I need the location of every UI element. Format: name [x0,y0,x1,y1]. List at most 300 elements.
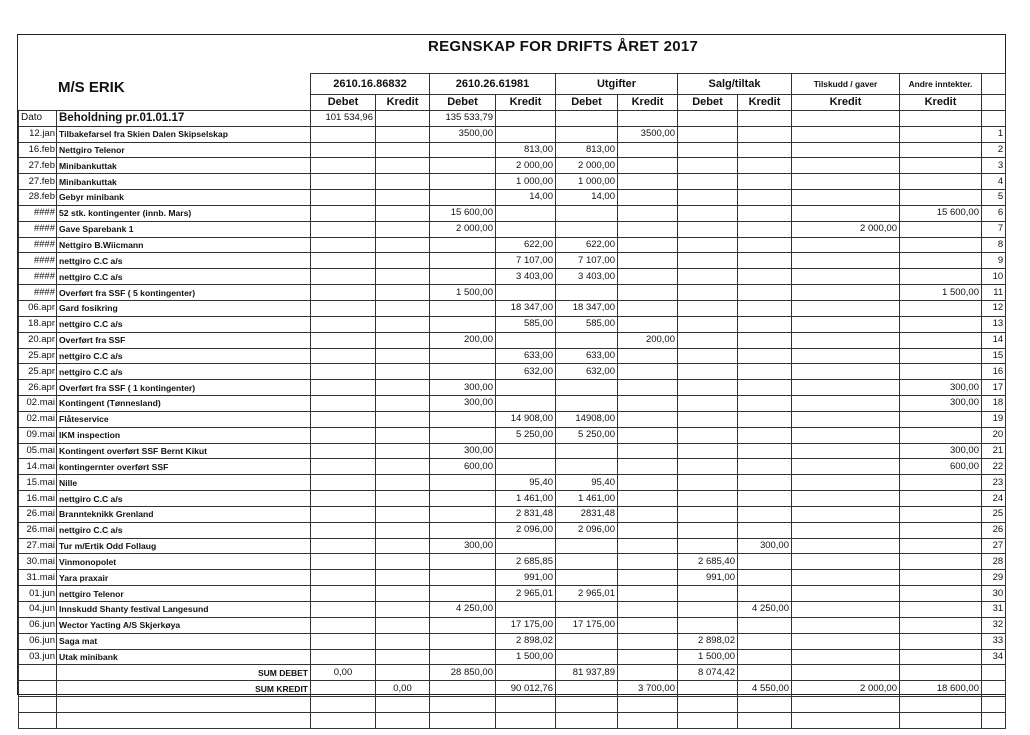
amount-cell: 632,00 [556,364,618,380]
amount-cell [738,348,792,364]
empty-cell [376,110,430,126]
amount-cell [376,602,430,618]
empty-cell [678,697,738,713]
amount-cell [496,380,556,396]
amount-cell [792,300,900,316]
row-date: #### [19,237,57,253]
amount-cell [376,332,430,348]
sum-cell: 3 700,00 [618,681,678,697]
row-date: 20.apr [19,332,57,348]
row-date: 06.jun [19,617,57,633]
amount-cell [618,205,678,221]
line-number: 15 [982,348,1006,364]
amount-cell: 2 898,02 [678,633,738,649]
amount-cell [738,427,792,443]
amount-cell [618,396,678,412]
amount-cell: 1 500,00 [430,285,496,301]
line-number: 17 [982,380,1006,396]
line-number: 31 [982,602,1006,618]
amount-cell [311,411,376,427]
amount-cell [678,459,738,475]
amount-cell [678,617,738,633]
ledger-row [19,205,1006,221]
row-date: #### [19,269,57,285]
amount-cell: 633,00 [496,348,556,364]
amount-cell [678,522,738,538]
amount-cell [618,586,678,602]
amount-cell [738,285,792,301]
amount-cell: 813,00 [556,142,618,158]
amount-cell [738,411,792,427]
row-description: nettgiro C.C a/s [57,348,311,364]
empty-row [19,712,1006,728]
amount-cell [311,205,376,221]
amount-cell: 95,40 [556,475,618,491]
ledger-row [19,380,1006,396]
amount-cell [376,554,430,570]
row-description: Gebyr minibank [57,190,311,206]
amount-cell [618,190,678,206]
amount-cell: 15 600,00 [900,205,982,221]
empty-cell [982,110,1006,126]
column-header: Kredit [738,95,792,111]
amount-cell [900,237,982,253]
empty-cell [738,697,792,713]
opening-label: Beholdning pr.01.01.17 [57,110,311,126]
amount-cell [618,221,678,237]
ledger-row [19,221,1006,237]
empty-cell [496,697,556,713]
line-number: 7 [982,221,1006,237]
row-date: 09.mai [19,427,57,443]
ledger-row [19,364,1006,380]
amount-cell: 7 107,00 [496,253,556,269]
amount-cell: 300,00 [430,380,496,396]
amount-cell: 14,00 [556,190,618,206]
amount-cell [556,380,618,396]
amount-cell [678,126,738,142]
amount-cell [376,491,430,507]
amount-cell: 585,00 [556,316,618,332]
amount-cell [618,285,678,301]
ledger-row [19,158,1006,174]
empty-cell [19,681,57,697]
amount-cell [738,332,792,348]
amount-cell [738,396,792,412]
column-header: Debet [678,95,738,111]
amount-cell: 300,00 [430,396,496,412]
row-description: Saga mat [57,633,311,649]
row-description: Flåteservice [57,411,311,427]
opening-row [19,110,1006,126]
amount-cell [738,269,792,285]
row-description: nettgiro C.C a/s [57,491,311,507]
amount-cell [556,459,618,475]
amount-cell [738,205,792,221]
ledger-row [19,633,1006,649]
amount-cell [376,285,430,301]
amount-cell [376,221,430,237]
row-description: IKM inspection [57,427,311,443]
amount-cell [556,554,618,570]
sum-cell [496,665,556,681]
amount-cell [738,253,792,269]
amount-cell [900,316,982,332]
column-header: Kredit [792,95,900,111]
amount-cell [900,570,982,586]
ledger-row [19,142,1006,158]
amount-cell: 14,00 [496,190,556,206]
empty-cell [19,665,57,681]
amount-cell [376,316,430,332]
amount-cell [792,126,900,142]
amount-cell [738,506,792,522]
amount-cell [376,190,430,206]
amount-cell [496,332,556,348]
empty-cell [311,697,376,713]
amount-cell [678,380,738,396]
empty-cell [738,712,792,728]
empty-cell [738,110,792,126]
sum-cell [792,665,900,681]
row-date: 26.mai [19,522,57,538]
line-number: 34 [982,649,1006,665]
row-date: 05.mai [19,443,57,459]
amount-cell [311,570,376,586]
amount-cell [792,285,900,301]
amount-cell [738,443,792,459]
amount-cell [738,237,792,253]
ledger-sheet [17,34,1006,695]
amount-cell [738,380,792,396]
row-date: 26.mai [19,506,57,522]
amount-cell [900,158,982,174]
amount-cell [792,554,900,570]
line-number: 11 [982,285,1006,301]
amount-cell [738,491,792,507]
amount-cell [311,190,376,206]
column-header: Debet [311,95,376,111]
amount-cell: 622,00 [496,237,556,253]
ledger-row [19,459,1006,475]
column-header: Debet [556,95,618,111]
amount-cell [738,570,792,586]
amount-cell [678,348,738,364]
row-description: Vinmonopolet [57,554,311,570]
amount-cell [792,205,900,221]
amount-cell [678,586,738,602]
line-number: 5 [982,190,1006,206]
amount-cell [900,427,982,443]
amount-cell [430,269,496,285]
line-number: 32 [982,617,1006,633]
amount-cell: 813,00 [496,142,556,158]
line-no-header [982,74,1006,95]
amount-cell: 15 600,00 [430,205,496,221]
column-header: Kredit [618,95,678,111]
amount-cell [430,316,496,332]
amount-cell [376,522,430,538]
amount-cell [311,427,376,443]
amount-cell [311,269,376,285]
amount-cell: 2 000,00 [496,158,556,174]
amount-cell [311,158,376,174]
amount-cell [311,506,376,522]
row-description: Minibankuttak [57,174,311,190]
row-date: 26.apr [19,380,57,396]
amount-cell [792,190,900,206]
amount-cell [556,396,618,412]
amount-cell [618,316,678,332]
amount-cell: 300,00 [900,396,982,412]
amount-cell [900,475,982,491]
amount-cell [311,221,376,237]
amount-cell [376,475,430,491]
row-description: Nettgiro Telenor [57,142,311,158]
row-description: 52 stk. kontingenter (innb. Mars) [57,205,311,221]
row-date: 25.apr [19,364,57,380]
row-date: 25.apr [19,348,57,364]
amount-cell [376,126,430,142]
account-name: Andre inntekter. [900,74,982,95]
amount-cell [311,538,376,554]
account-name: 2610.16.86832 [311,74,430,95]
amount-cell [678,142,738,158]
empty-cell [556,110,618,126]
amount-cell [496,205,556,221]
amount-cell [678,158,738,174]
amount-cell [738,126,792,142]
row-description: Nille [57,475,311,491]
sum-cell [678,681,738,697]
amount-cell [311,602,376,618]
line-number: 27 [982,538,1006,554]
amount-cell: 300,00 [738,538,792,554]
amount-cell [792,522,900,538]
amount-cell [430,491,496,507]
amount-cell [430,158,496,174]
line-number: 4 [982,174,1006,190]
amount-cell [311,142,376,158]
amount-cell: 2 685,85 [496,554,556,570]
amount-cell [376,142,430,158]
ledger-row [19,269,1006,285]
amount-cell [556,205,618,221]
amount-cell [430,300,496,316]
row-description: Nettgiro B.Wiicmann [57,237,311,253]
amount-cell [430,617,496,633]
amount-cell [678,269,738,285]
amount-cell: 600,00 [900,459,982,475]
amount-cell: 1 500,00 [496,649,556,665]
amount-cell [311,396,376,412]
row-description: nettgiro C.C a/s [57,522,311,538]
ledger-row [19,174,1006,190]
empty-cell [556,697,618,713]
row-description: Gave Sparebank 1 [57,221,311,237]
amount-cell [556,570,618,586]
amount-cell [376,396,430,412]
row-date: 18.apr [19,316,57,332]
amount-cell [376,348,430,364]
empty-cell [678,110,738,126]
empty-cell [556,712,618,728]
row-date: #### [19,253,57,269]
empty-cell [618,110,678,126]
amount-cell [618,411,678,427]
empty-cell [900,712,982,728]
column-header: Kredit [496,95,556,111]
amount-cell: 17 175,00 [556,617,618,633]
line-number: 1 [982,126,1006,142]
row-date: 16.mai [19,491,57,507]
opening-balance-account-1: 101 534,96 [311,110,376,126]
empty-cell [900,697,982,713]
amount-cell [792,158,900,174]
amount-cell [738,522,792,538]
ledger-row [19,602,1006,618]
amount-cell [678,221,738,237]
amount-cell [430,411,496,427]
title-spacer [19,35,1006,74]
row-date: 30.mai [19,554,57,570]
amount-cell [618,142,678,158]
row-description: Kontingent overført SSF Bernt Kikut [57,443,311,459]
amount-cell [556,126,618,142]
amount-cell [738,459,792,475]
amount-cell [618,300,678,316]
amount-cell [900,364,982,380]
amount-cell [556,443,618,459]
amount-cell [311,586,376,602]
amount-cell [311,316,376,332]
amount-cell [618,269,678,285]
amount-cell: 2 965,01 [496,586,556,602]
ledger-row [19,300,1006,316]
amount-cell [678,364,738,380]
row-description: nettgiro C.C a/s [57,253,311,269]
row-description: nettgiro Telenor [57,586,311,602]
line-number: 23 [982,475,1006,491]
ledger-row [19,427,1006,443]
amount-cell [618,427,678,443]
amount-cell [556,332,618,348]
empty-cell [982,712,1006,728]
line-number: 20 [982,427,1006,443]
amount-cell: 5 250,00 [496,427,556,443]
row-date: 28.feb [19,190,57,206]
sum-cell: 0,00 [376,681,430,697]
amount-cell: 1 500,00 [678,649,738,665]
amount-cell [311,174,376,190]
line-number: 19 [982,411,1006,427]
amount-cell [430,586,496,602]
amount-cell [496,285,556,301]
amount-cell: 18 347,00 [496,300,556,316]
ledger-row [19,554,1006,570]
row-date: #### [19,205,57,221]
empty-cell [900,110,982,126]
row-date: 14.mai [19,459,57,475]
amount-cell [618,237,678,253]
amount-cell [311,126,376,142]
amount-cell [900,300,982,316]
row-description: Gard fosikring [57,300,311,316]
amount-cell [900,174,982,190]
amount-cell [376,269,430,285]
amount-cell [792,617,900,633]
amount-cell [678,396,738,412]
sum-cell [376,665,430,681]
row-description: Brannteknikk Grenland [57,506,311,522]
amount-cell [376,459,430,475]
amount-cell [376,649,430,665]
amount-cell [900,269,982,285]
amount-cell [792,174,900,190]
amount-cell [792,316,900,332]
amount-cell [618,538,678,554]
line-number: 13 [982,316,1006,332]
empty-cell [792,110,900,126]
row-description: Utak minibank [57,649,311,665]
sum-cell [618,665,678,681]
amount-cell [678,427,738,443]
line-number: 30 [982,586,1006,602]
ledger-row [19,190,1006,206]
sum-cell: 90 012,76 [496,681,556,697]
amount-cell: 2 831,48 [496,506,556,522]
amount-cell [792,427,900,443]
row-description: Overført fra SSF ( 1 kontingenter) [57,380,311,396]
amount-cell [376,570,430,586]
empty-cell [496,110,556,126]
empty-cell [19,697,57,713]
row-date: 06.jun [19,633,57,649]
ledger-row [19,522,1006,538]
line-number: 29 [982,570,1006,586]
sum-cell: 8 074,42 [678,665,738,681]
amount-cell [376,506,430,522]
amount-cell [900,126,982,142]
amount-cell [792,459,900,475]
empty-cell [678,712,738,728]
amount-cell [618,522,678,538]
amount-cell [311,459,376,475]
amount-cell: 200,00 [618,332,678,348]
amount-cell [738,617,792,633]
amount-cell [792,570,900,586]
empty-cell [618,712,678,728]
line-no-header [982,95,1006,111]
sum-cell [430,681,496,697]
ship-spacer [19,74,311,111]
amount-cell [618,174,678,190]
amount-cell [556,633,618,649]
row-description: kontingernter overført SSF [57,459,311,475]
column-header: Kredit [900,95,982,111]
amount-cell [311,649,376,665]
account-name: Tilskudd / gaver [792,74,900,95]
column-header: Kredit [376,95,430,111]
line-number: 9 [982,253,1006,269]
row-date: 27.feb [19,174,57,190]
empty-cell [982,665,1006,681]
amount-cell [738,316,792,332]
amount-cell: 4 250,00 [738,602,792,618]
amount-cell [430,427,496,443]
row-description: Kontingent (Tønnesland) [57,396,311,412]
ledger-row [19,443,1006,459]
